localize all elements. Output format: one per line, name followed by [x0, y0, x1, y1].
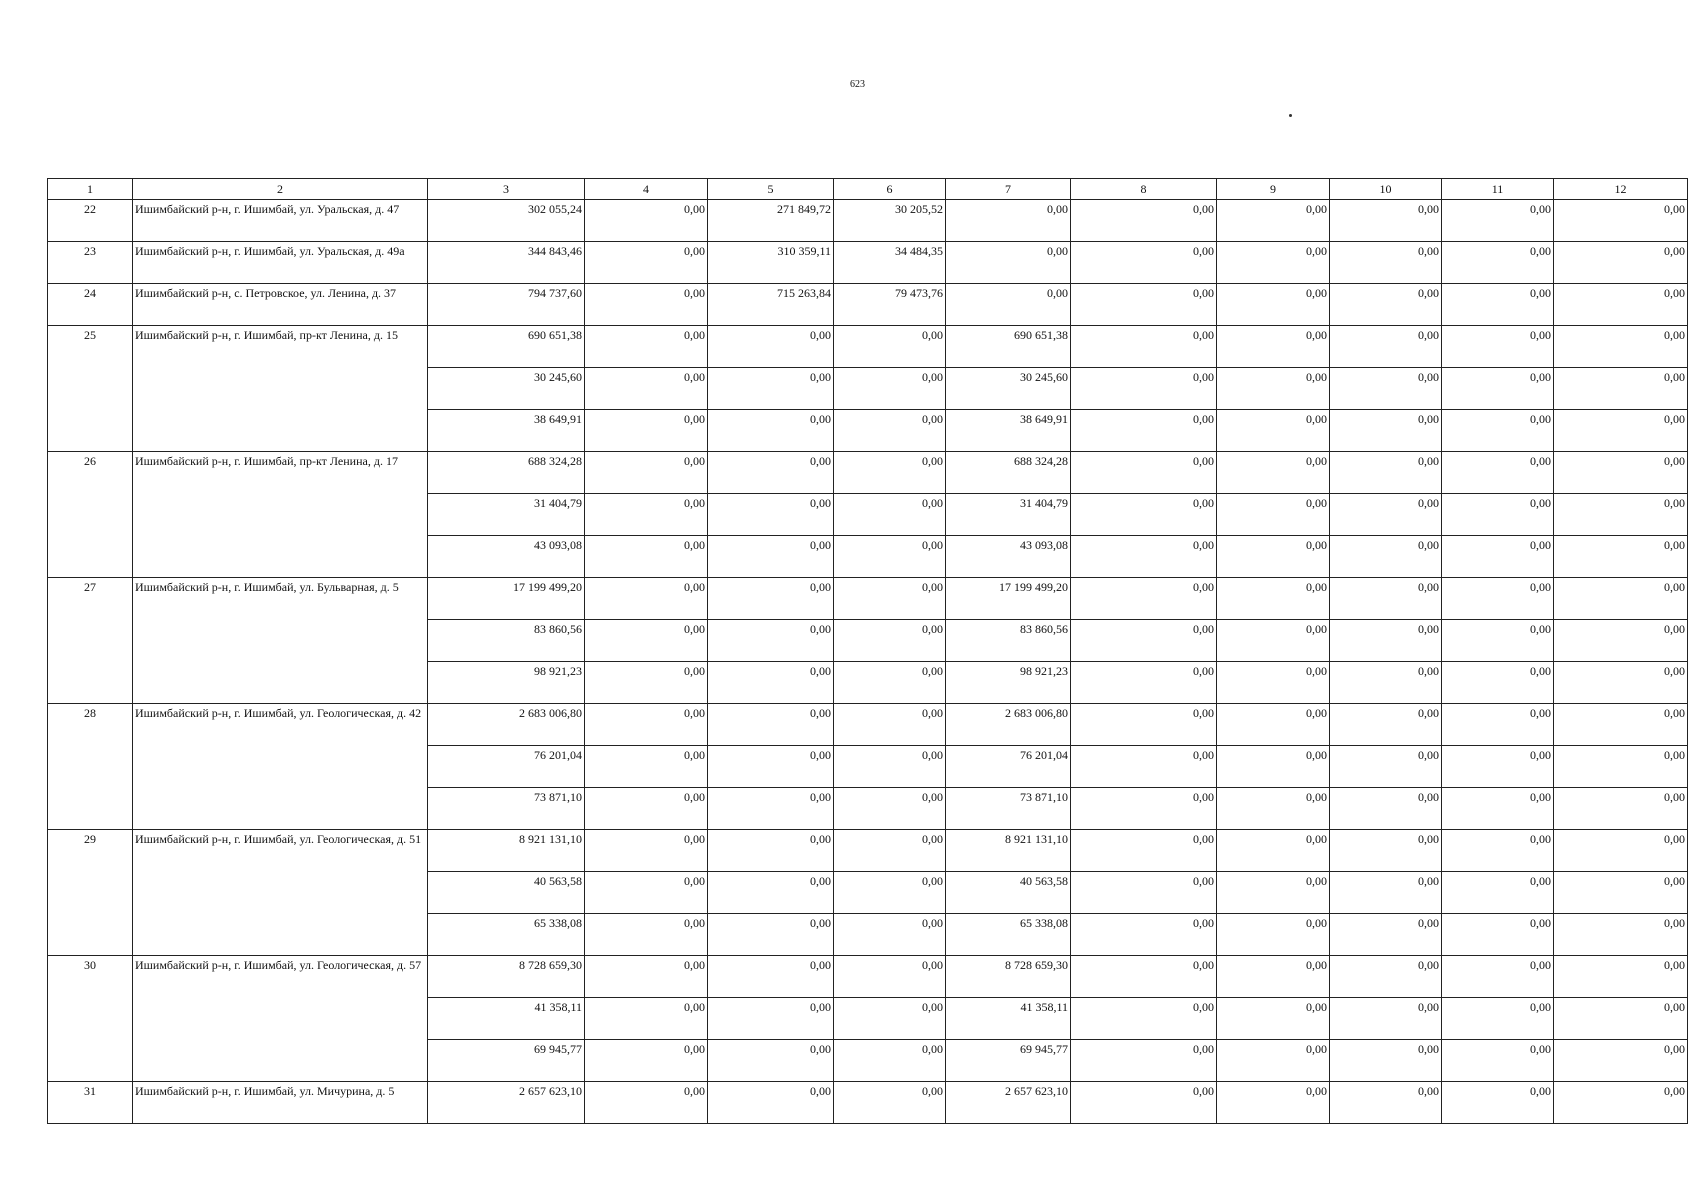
value-cell: 0,00 [708, 368, 834, 410]
value-cell: 0,00 [585, 326, 708, 368]
value-cell: 0,00 [1330, 536, 1442, 578]
value-cell: 0,00 [585, 1040, 708, 1082]
value-cell: 0,00 [834, 914, 946, 956]
value-cell: 0,00 [1071, 1040, 1217, 1082]
value-cell: 30 245,60 [428, 368, 585, 410]
value-cell: 0,00 [834, 956, 946, 998]
value-cell: 0,00 [585, 914, 708, 956]
value-cell: 0,00 [585, 452, 708, 494]
value-cell: 690 651,38 [428, 326, 585, 368]
address-cell: Ишимбайский р-н, с. Петровское, ул. Ленина, д. 37 [133, 284, 428, 326]
value-cell: 0,00 [1217, 368, 1330, 410]
value-cell: 0,00 [1442, 914, 1554, 956]
value-cell: 73 871,10 [428, 788, 585, 830]
value-cell: 0,00 [1554, 704, 1688, 746]
value-cell: 0,00 [1217, 704, 1330, 746]
table-row [48, 1082, 1688, 1124]
value-cell: 0,00 [946, 242, 1071, 284]
column-header: 10 [1330, 179, 1442, 200]
value-cell: 0,00 [585, 872, 708, 914]
value-cell: 17 199 499,20 [946, 578, 1071, 620]
value-cell: 0,00 [585, 704, 708, 746]
value-cell: 0,00 [1071, 998, 1217, 1040]
value-cell: 0,00 [1217, 494, 1330, 536]
value-cell: 0,00 [585, 200, 708, 242]
value-cell: 0,00 [585, 242, 708, 284]
value-cell: 0,00 [1071, 368, 1217, 410]
column-header: 11 [1442, 179, 1554, 200]
column-header: 8 [1071, 179, 1217, 200]
value-cell: 0,00 [1217, 200, 1330, 242]
column-header: 9 [1217, 179, 1330, 200]
value-cell: 0,00 [834, 1082, 946, 1124]
value-cell: 0,00 [1442, 998, 1554, 1040]
value-cell: 0,00 [1071, 242, 1217, 284]
value-cell: 0,00 [585, 662, 708, 704]
table-row [48, 200, 1688, 242]
value-cell: 0,00 [1330, 1082, 1442, 1124]
value-cell: 79 473,76 [834, 284, 946, 326]
value-cell: 0,00 [834, 788, 946, 830]
value-cell: 0,00 [1442, 578, 1554, 620]
value-cell: 0,00 [1554, 578, 1688, 620]
value-cell: 0,00 [1217, 452, 1330, 494]
value-cell: 0,00 [1071, 326, 1217, 368]
value-cell: 0,00 [834, 620, 946, 662]
value-cell: 0,00 [1442, 830, 1554, 872]
value-cell: 0,00 [1330, 662, 1442, 704]
value-cell: 0,00 [1217, 284, 1330, 326]
value-cell: 0,00 [708, 620, 834, 662]
value-cell: 0,00 [585, 284, 708, 326]
row-number: 25 [48, 326, 133, 452]
address-cell: Ишимбайский р-н, г. Ишимбай, ул. Бульварная, д. 5 [133, 578, 428, 704]
value-cell: 0,00 [585, 1082, 708, 1124]
address-cell: Ишимбайский р-н, г. Ишимбай, ул. Мичурина, д. 5 [133, 1082, 428, 1124]
value-cell: 0,00 [585, 578, 708, 620]
value-cell: 0,00 [585, 410, 708, 452]
row-number: 24 [48, 284, 133, 326]
value-cell: 0,00 [1554, 872, 1688, 914]
value-cell: 0,00 [1217, 830, 1330, 872]
value-cell: 0,00 [1071, 452, 1217, 494]
value-cell: 0,00 [1330, 914, 1442, 956]
value-cell: 0,00 [1554, 1082, 1688, 1124]
value-cell: 0,00 [1330, 284, 1442, 326]
value-cell: 0,00 [708, 494, 834, 536]
value-cell: 41 358,11 [428, 998, 585, 1040]
value-cell: 0,00 [1330, 242, 1442, 284]
table-row [48, 956, 1688, 998]
value-cell: 0,00 [1217, 788, 1330, 830]
value-cell: 0,00 [1071, 410, 1217, 452]
value-cell: 17 199 499,20 [428, 578, 585, 620]
column-header: 3 [428, 179, 585, 200]
value-cell: 40 563,58 [946, 872, 1071, 914]
value-cell: 302 055,24 [428, 200, 585, 242]
value-cell: 0,00 [1071, 1082, 1217, 1124]
value-cell: 0,00 [1442, 284, 1554, 326]
value-cell: 0,00 [1442, 1082, 1554, 1124]
address-cell: Ишимбайский р-н, г. Ишимбай, ул. Уральская, д. 47 [133, 200, 428, 242]
table-row [48, 242, 1688, 284]
value-cell: 0,00 [1071, 914, 1217, 956]
value-cell: 30 245,60 [946, 368, 1071, 410]
value-cell: 0,00 [1554, 620, 1688, 662]
table-row [48, 284, 1688, 326]
row-number: 26 [48, 452, 133, 578]
value-cell: 0,00 [834, 368, 946, 410]
value-cell: 0,00 [1330, 410, 1442, 452]
value-cell: 0,00 [585, 368, 708, 410]
row-number: 23 [48, 242, 133, 284]
value-cell: 0,00 [708, 914, 834, 956]
value-cell: 688 324,28 [946, 452, 1071, 494]
value-cell: 0,00 [1554, 536, 1688, 578]
address-cell: Ишимбайский р-н, г. Ишимбай, ул. Геологическая, д. 51 [133, 830, 428, 956]
value-cell: 0,00 [1071, 956, 1217, 998]
value-cell: 0,00 [1554, 788, 1688, 830]
value-cell: 0,00 [1330, 998, 1442, 1040]
value-cell: 0,00 [1442, 200, 1554, 242]
value-cell: 0,00 [1554, 284, 1688, 326]
address-cell: Ишимбайский р-н, г. Ишимбай, пр-кт Ленина, д. 15 [133, 326, 428, 452]
value-cell: 98 921,23 [428, 662, 585, 704]
value-cell: 0,00 [1330, 704, 1442, 746]
value-cell: 310 359,11 [708, 242, 834, 284]
value-cell: 0,00 [708, 872, 834, 914]
value-cell: 0,00 [834, 410, 946, 452]
value-cell: 0,00 [1217, 536, 1330, 578]
value-cell: 2 657 623,10 [946, 1082, 1071, 1124]
value-cell: 0,00 [1071, 284, 1217, 326]
value-cell: 0,00 [1330, 1040, 1442, 1082]
value-cell: 2 657 623,10 [428, 1082, 585, 1124]
value-cell: 0,00 [1442, 326, 1554, 368]
value-cell: 0,00 [1330, 956, 1442, 998]
value-cell: 40 563,58 [428, 872, 585, 914]
value-cell: 0,00 [834, 536, 946, 578]
value-cell: 0,00 [708, 788, 834, 830]
column-header: 2 [133, 179, 428, 200]
table-row [48, 326, 1688, 368]
row-number: 22 [48, 200, 133, 242]
value-cell: 0,00 [1442, 872, 1554, 914]
row-number: 31 [48, 1082, 133, 1124]
value-cell: 794 737,60 [428, 284, 585, 326]
value-cell: 0,00 [708, 326, 834, 368]
value-cell: 0,00 [1217, 1040, 1330, 1082]
value-cell: 0,00 [1217, 620, 1330, 662]
value-cell: 38 649,91 [946, 410, 1071, 452]
value-cell: 0,00 [1554, 998, 1688, 1040]
value-cell: 0,00 [585, 998, 708, 1040]
value-cell: 0,00 [1442, 620, 1554, 662]
column-header: 12 [1554, 179, 1688, 200]
table-row [48, 578, 1688, 620]
value-cell: 0,00 [1554, 200, 1688, 242]
value-cell: 73 871,10 [946, 788, 1071, 830]
table-row [48, 452, 1688, 494]
value-cell: 0,00 [946, 200, 1071, 242]
value-cell: 0,00 [834, 578, 946, 620]
value-cell: 0,00 [1217, 1082, 1330, 1124]
page-number: 623 [850, 79, 865, 90]
value-cell: 0,00 [1330, 494, 1442, 536]
value-cell: 0,00 [946, 284, 1071, 326]
value-cell: 0,00 [1071, 746, 1217, 788]
value-cell: 0,00 [1554, 326, 1688, 368]
value-cell: 31 404,79 [428, 494, 585, 536]
value-cell: 0,00 [1217, 662, 1330, 704]
value-cell: 0,00 [1330, 578, 1442, 620]
value-cell: 0,00 [1217, 998, 1330, 1040]
value-cell: 715 263,84 [708, 284, 834, 326]
value-cell: 0,00 [1330, 830, 1442, 872]
value-cell: 0,00 [585, 620, 708, 662]
value-cell: 8 728 659,30 [946, 956, 1071, 998]
value-cell: 65 338,08 [946, 914, 1071, 956]
value-cell: 98 921,23 [946, 662, 1071, 704]
address-cell: Ишимбайский р-н, г. Ишимбай, ул. Уральская, д. 49а [133, 242, 428, 284]
value-cell: 0,00 [1217, 746, 1330, 788]
value-cell: 0,00 [1554, 914, 1688, 956]
value-cell: 0,00 [1442, 410, 1554, 452]
value-cell: 0,00 [1330, 368, 1442, 410]
value-cell: 69 945,77 [946, 1040, 1071, 1082]
value-cell: 0,00 [1554, 830, 1688, 872]
value-cell: 0,00 [1330, 620, 1442, 662]
value-cell: 0,00 [1217, 410, 1330, 452]
value-cell: 83 860,56 [946, 620, 1071, 662]
value-cell: 0,00 [1330, 200, 1442, 242]
value-cell: 30 205,52 [834, 200, 946, 242]
value-cell: 0,00 [1217, 956, 1330, 998]
header-row [48, 179, 1688, 200]
value-cell: 0,00 [1330, 452, 1442, 494]
value-cell: 38 649,91 [428, 410, 585, 452]
value-cell: 0,00 [585, 494, 708, 536]
value-cell: 690 651,38 [946, 326, 1071, 368]
column-header: 4 [585, 179, 708, 200]
value-cell: 0,00 [1442, 368, 1554, 410]
value-cell: 0,00 [585, 788, 708, 830]
value-cell: 0,00 [1554, 746, 1688, 788]
value-cell: 0,00 [1071, 704, 1217, 746]
value-cell: 0,00 [1071, 662, 1217, 704]
value-cell: 0,00 [1554, 452, 1688, 494]
value-cell: 0,00 [1442, 956, 1554, 998]
data-table [47, 178, 1688, 1124]
value-cell: 0,00 [834, 662, 946, 704]
value-cell: 0,00 [708, 1082, 834, 1124]
value-cell: 0,00 [585, 536, 708, 578]
row-number: 27 [48, 578, 133, 704]
value-cell: 0,00 [1217, 914, 1330, 956]
value-cell: 271 849,72 [708, 200, 834, 242]
value-cell: 69 945,77 [428, 1040, 585, 1082]
value-cell: 0,00 [1217, 872, 1330, 914]
value-cell: 0,00 [1217, 578, 1330, 620]
value-cell: 344 843,46 [428, 242, 585, 284]
value-cell: 8 921 131,10 [946, 830, 1071, 872]
value-cell: 0,00 [708, 746, 834, 788]
value-cell: 0,00 [1330, 788, 1442, 830]
value-cell: 0,00 [1442, 704, 1554, 746]
value-cell: 31 404,79 [946, 494, 1071, 536]
value-cell: 0,00 [1442, 536, 1554, 578]
value-cell: 0,00 [1071, 620, 1217, 662]
table-row [48, 830, 1688, 872]
column-header: 6 [834, 179, 946, 200]
row-number: 30 [48, 956, 133, 1082]
column-header: 1 [48, 179, 133, 200]
value-cell: 0,00 [1554, 1040, 1688, 1082]
value-cell: 76 201,04 [428, 746, 585, 788]
value-cell: 0,00 [834, 746, 946, 788]
value-cell: 0,00 [708, 704, 834, 746]
value-cell: 8 921 131,10 [428, 830, 585, 872]
value-cell: 0,00 [1442, 494, 1554, 536]
value-cell: 41 358,11 [946, 998, 1071, 1040]
value-cell: 0,00 [585, 956, 708, 998]
value-cell: 0,00 [1442, 1040, 1554, 1082]
value-cell: 0,00 [708, 578, 834, 620]
value-cell: 0,00 [1330, 872, 1442, 914]
column-header: 7 [946, 179, 1071, 200]
value-cell: 0,00 [1442, 452, 1554, 494]
address-cell: Ишимбайский р-н, г. Ишимбай, ул. Геологическая, д. 57 [133, 956, 428, 1082]
value-cell: 0,00 [1442, 746, 1554, 788]
value-cell: 0,00 [1442, 788, 1554, 830]
row-number: 29 [48, 830, 133, 956]
value-cell: 0,00 [708, 830, 834, 872]
value-cell: 0,00 [834, 452, 946, 494]
value-cell: 0,00 [1217, 242, 1330, 284]
value-cell: 0,00 [1330, 746, 1442, 788]
scan-speck [1289, 114, 1292, 117]
value-cell: 76 201,04 [946, 746, 1071, 788]
value-cell: 0,00 [708, 1040, 834, 1082]
column-header: 5 [708, 179, 834, 200]
value-cell: 0,00 [834, 872, 946, 914]
value-cell: 0,00 [585, 830, 708, 872]
value-cell: 0,00 [1071, 830, 1217, 872]
value-cell: 34 484,35 [834, 242, 946, 284]
value-cell: 8 728 659,30 [428, 956, 585, 998]
value-cell: 2 683 006,80 [946, 704, 1071, 746]
value-cell: 0,00 [708, 998, 834, 1040]
value-cell: 688 324,28 [428, 452, 585, 494]
value-cell: 0,00 [834, 704, 946, 746]
value-cell: 0,00 [585, 746, 708, 788]
address-cell: Ишимбайский р-н, г. Ишимбай, пр-кт Ленина, д. 17 [133, 452, 428, 578]
value-cell: 0,00 [834, 494, 946, 536]
address-cell: Ишимбайский р-н, г. Ишимбай, ул. Геологическая, д. 42 [133, 704, 428, 830]
value-cell: 0,00 [1442, 662, 1554, 704]
value-cell: 0,00 [1330, 326, 1442, 368]
value-cell: 43 093,08 [428, 536, 585, 578]
value-cell: 0,00 [1071, 578, 1217, 620]
value-cell: 65 338,08 [428, 914, 585, 956]
value-cell: 43 093,08 [946, 536, 1071, 578]
value-cell: 0,00 [708, 410, 834, 452]
value-cell: 0,00 [1554, 410, 1688, 452]
value-cell: 0,00 [1442, 242, 1554, 284]
value-cell: 0,00 [1071, 872, 1217, 914]
value-cell: 0,00 [1554, 494, 1688, 536]
table-row [48, 704, 1688, 746]
value-cell: 0,00 [1071, 788, 1217, 830]
value-cell: 0,00 [834, 830, 946, 872]
value-cell: 0,00 [708, 956, 834, 998]
value-cell: 0,00 [1071, 536, 1217, 578]
value-cell: 0,00 [1071, 200, 1217, 242]
value-cell: 0,00 [1217, 326, 1330, 368]
value-cell: 0,00 [708, 662, 834, 704]
value-cell: 0,00 [708, 452, 834, 494]
value-cell: 2 683 006,80 [428, 704, 585, 746]
value-cell: 83 860,56 [428, 620, 585, 662]
value-cell: 0,00 [708, 536, 834, 578]
value-cell: 0,00 [1554, 242, 1688, 284]
value-cell: 0,00 [1554, 368, 1688, 410]
value-cell: 0,00 [834, 326, 946, 368]
value-cell: 0,00 [1554, 662, 1688, 704]
value-cell: 0,00 [1071, 494, 1217, 536]
table-body [48, 179, 1688, 1124]
row-number: 28 [48, 704, 133, 830]
value-cell: 0,00 [834, 998, 946, 1040]
value-cell: 0,00 [1554, 956, 1688, 998]
value-cell: 0,00 [834, 1040, 946, 1082]
